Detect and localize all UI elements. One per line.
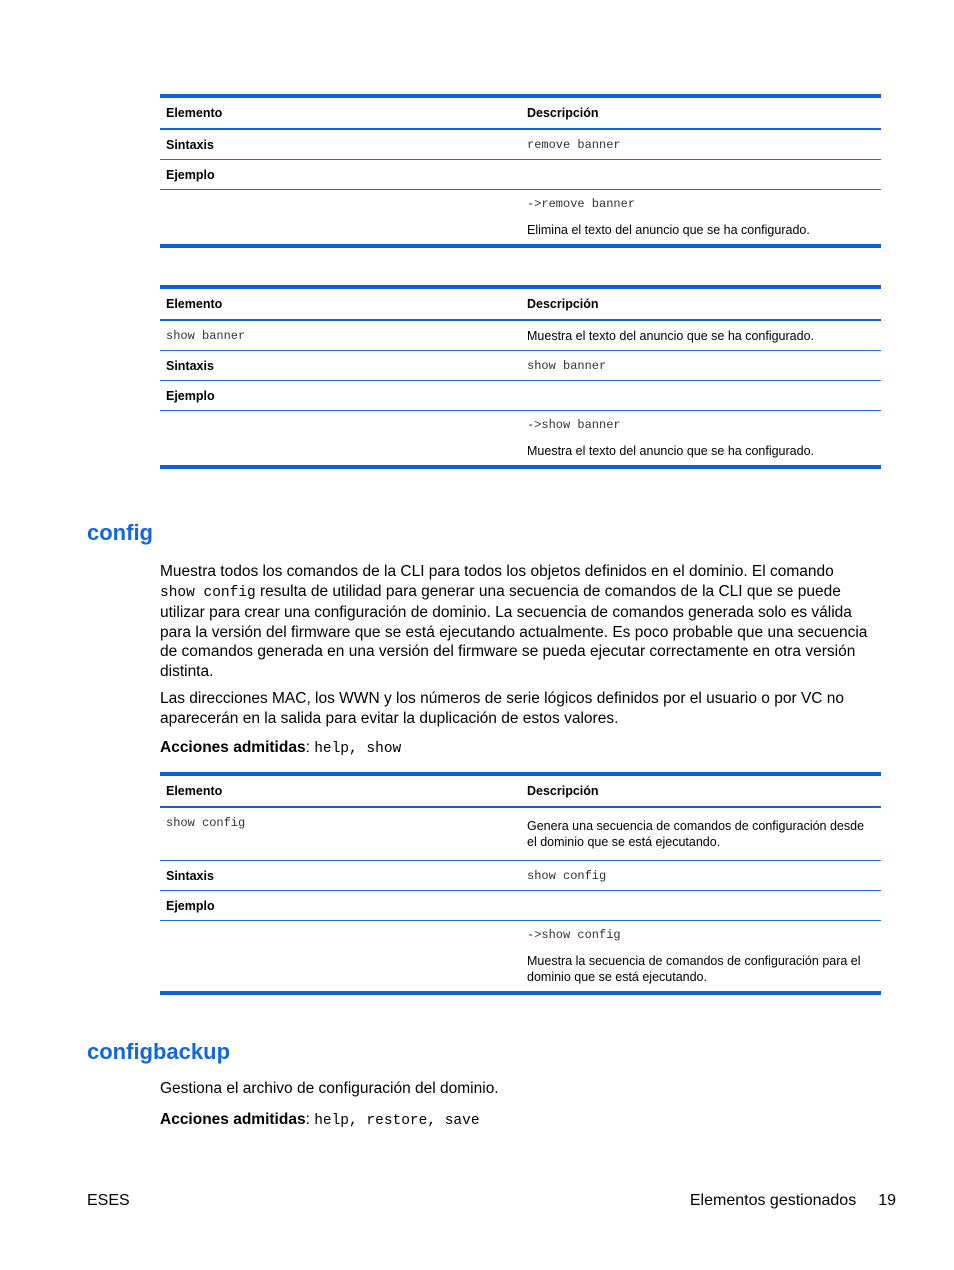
example-description: Muestra el texto del anuncio que se ha configurado. — [527, 444, 814, 458]
row-label: Sintaxis — [160, 861, 521, 891]
row-value: show banner — [521, 351, 881, 381]
example-description: Muestra la secuencia de comandos de configuración para el dominio que se está ejecutando. — [527, 954, 861, 984]
section-title-config: config — [87, 520, 153, 545]
row-value: show config — [521, 861, 881, 891]
header-elemento: Elemento — [160, 287, 521, 320]
example-code: ->show config — [527, 928, 621, 942]
config-description: Muestra todos los comandos de la CLI para todos los objetos definidos en el dominio. El comando show config resulta de utilidad para generar una secuencia de comandos de la CLI que se puede utilizar para crear una configuración de dominio. La secuencia de comandos generada solo es válida para la versión del firmware que se está ejecutando actualmente. Es poco probable que una secuencia de comandos generada en una versión del firmware se pueda ejecutar correctamente en otra versión distinta. — [160, 563, 868, 680]
inline-code: show config — [160, 584, 256, 601]
table-header-row — [160, 287, 881, 320]
table-row — [160, 807, 881, 861]
table-row — [160, 129, 881, 160]
section-title-configbackup: configbackup — [87, 1039, 231, 1064]
config-actions: Acciones admitidas: help, show — [160, 739, 402, 757]
row-label: show banner — [160, 320, 521, 351]
footer-locale: ESES — [87, 1192, 130, 1209]
example-row — [160, 411, 881, 468]
row-value: Muestra el texto del anuncio que se ha configurado. — [521, 320, 881, 351]
row-label: Ejemplo — [160, 891, 521, 921]
example-code: ->remove banner — [527, 197, 636, 211]
example-row — [160, 190, 881, 247]
footer-section: Elementos gestionados — [689, 1192, 857, 1209]
row-value — [521, 160, 881, 190]
example-description: Elimina el texto del anuncio que se ha configurado. — [527, 223, 810, 237]
row-value — [521, 381, 881, 411]
configbackup-description: Gestiona el archivo de configuración del dominio. — [160, 1080, 499, 1097]
actions-list: help, show — [314, 741, 402, 757]
table-row — [160, 160, 881, 190]
table-row — [160, 320, 881, 351]
table-header-row — [160, 96, 881, 129]
row-label: show config — [160, 807, 521, 861]
header-descripcion: Descripción — [521, 774, 881, 807]
row-value: Genera una secuencia de comandos de configuración desde el dominio que se está ejecutando. — [521, 807, 881, 861]
header-descripcion: Descripción — [521, 96, 881, 129]
footer-page-info — [690, 1192, 896, 1210]
header-elemento: Elemento — [160, 96, 521, 129]
row-label: Sintaxis — [160, 129, 521, 160]
actions-list: help, restore, save — [314, 1113, 480, 1129]
table-row — [160, 381, 881, 411]
remove-banner-table — [160, 94, 881, 248]
configbackup-actions: Acciones admitidas: help, restore, save — [160, 1111, 480, 1129]
row-value — [521, 891, 881, 921]
table-row — [160, 861, 881, 891]
row-label: Ejemplo — [160, 160, 521, 190]
example-code: ->show banner — [527, 418, 621, 432]
show-banner-table — [160, 285, 881, 469]
show-config-table — [160, 772, 881, 995]
header-elemento: Elemento — [160, 774, 521, 807]
table-row — [160, 351, 881, 381]
row-value: remove banner — [521, 129, 881, 160]
row-label: Sintaxis — [160, 351, 521, 381]
page-number: 19 — [878, 1192, 896, 1209]
config-note: Las direcciones MAC, los WWN y los números de serie lógicos definidos por el usuario o por VC no aparecerán en la salida para evitar la duplicación de estos valores. — [160, 690, 845, 727]
header-descripcion: Descripción — [521, 287, 881, 320]
table-row — [160, 891, 881, 921]
row-label: Ejemplo — [160, 381, 521, 411]
table-header-row — [160, 774, 881, 807]
example-row — [160, 921, 881, 994]
